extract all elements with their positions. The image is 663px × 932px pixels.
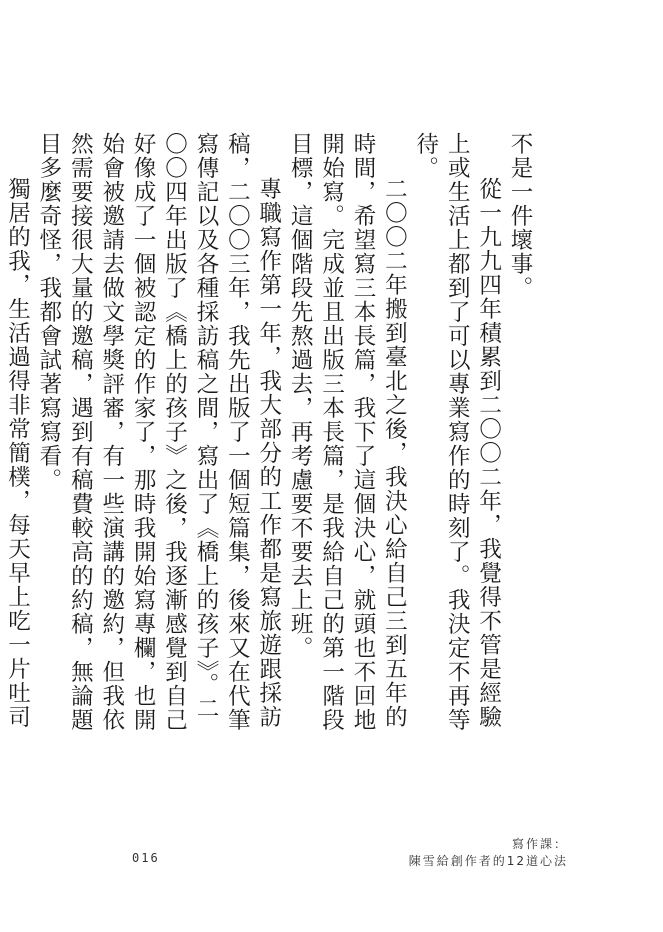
- running-book-title: [409, 836, 568, 870]
- paragraph-2: 從一九九四年積累到二〇〇二年，我覺得不管是經驗上或生活上都到了可以專業寫作的時刻了。我決定不再等待。: [412, 132, 502, 732]
- paragraph-5: 獨居的我，生活過得非常簡樸，每天早上吃一片吐司: [4, 177, 31, 729]
- paragraph-1: 不是一件壞事。: [507, 132, 533, 300]
- paragraph-4: 專職寫作第一年，我大部分的工作都是寫旅遊跟採訪稿，二〇〇三年，我先出版了一個短篇集，後來又在代筆寫傳記以及各種採訪稿之間，寫出了《橋上的孩子》。二〇〇四年出版了《橋上的孩子》之後，我逐漸感覺到自己好像成了一個被認定的作家了，那時我開始寫專欄，也開始會被邀請去做文學獎評審，有一些演講的邀約，但我依然需要接很大量的邀稿，遇到有稿費較高的約稿，無論題目多麼奇怪，我都會試著寫寫看。: [35, 132, 282, 732]
- book-title-line-1: 寫作課：: [511, 837, 568, 851]
- vertical-text-body: [0, 132, 535, 742]
- page-number: 016: [132, 851, 160, 865]
- paragraph-3: 二〇〇二年搬到臺北之後，我決心給自己三到五年的時間，希望寫三本長篇，我下了這個決心，就頭也不回地開始寫。完成並且出版三本長篇，是我給自己的第一階段目標，這個階段先熬過去，再考慮要不要去上班。: [287, 132, 408, 732]
- book-title-line-2: 陳雪給創作者的12道心法: [408, 854, 568, 868]
